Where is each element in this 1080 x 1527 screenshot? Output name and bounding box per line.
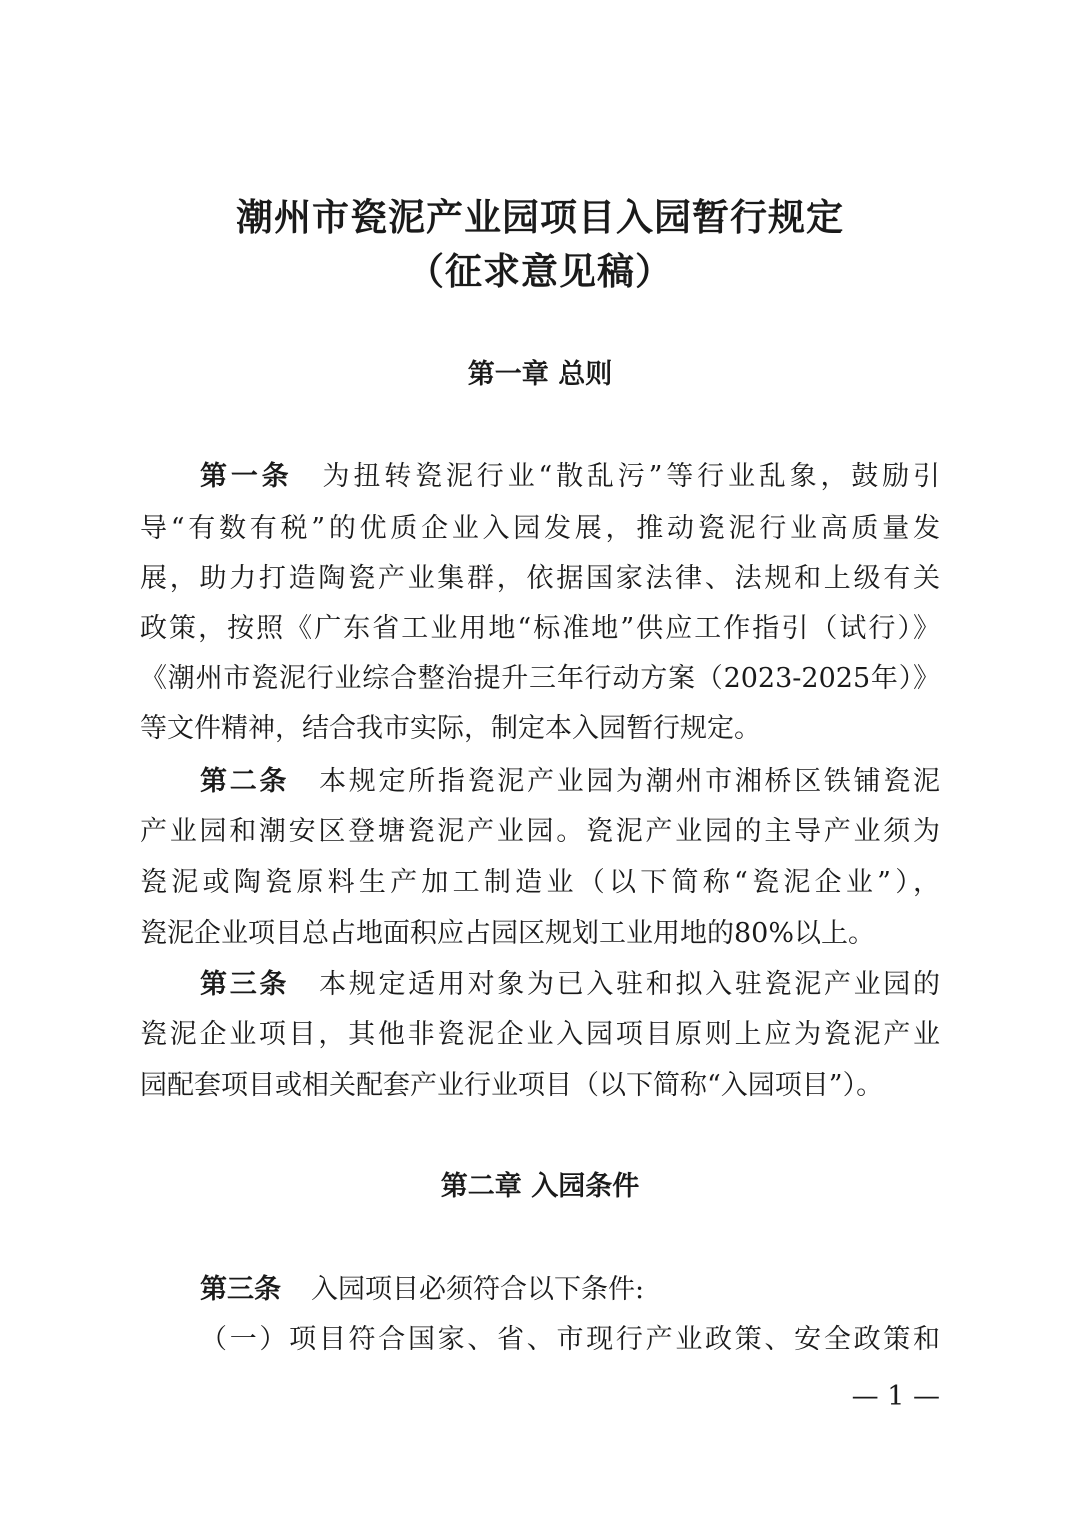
article-label: 第三条 xyxy=(200,969,290,1000)
article-1-line: 导“有数有税”的优质企业入园发展，推动瓷泥行业高质量发 xyxy=(140,513,940,544)
article-3b-line: （一）项目符合国家、省、市现行产业政策、安全政策和 xyxy=(200,1324,940,1355)
article-2-line: 产业园和潮安区登塘瓷泥产业园。瓷泥产业园的主导产业须为 xyxy=(140,816,940,847)
chapter-heading-2: 第二章 入园条件 xyxy=(440,1171,640,1202)
document-subtitle: （征求意见稿） xyxy=(407,250,673,293)
article-1-line: 等文件精神，结合我市实际，制定本入园暂行规定。 xyxy=(140,713,761,744)
article-1-line: 《潮州市瓷泥行业综合整治提升三年行动方案（2023-2025年）》 xyxy=(140,663,940,694)
article-1-line: 展，助力打造陶瓷产业集群，依据国家法律、法规和上级有关 xyxy=(140,563,940,594)
article-3-line: 第三条 本规定适用对象为已入驻和拟入驻瓷泥产业园的 xyxy=(200,969,941,1000)
article-2-line: 第二条 本规定所指瓷泥产业园为潮州市湘桥区铁铺瓷泥 xyxy=(200,766,941,797)
article-label: 第二条 xyxy=(200,766,290,797)
article-label: 第三条 xyxy=(200,1274,281,1305)
chapter-heading-1: 第一章 总则 xyxy=(467,359,613,390)
article-3-line: 瓷泥企业项目，其他非瓷泥企业入园项目原则上应为瓷泥产业 xyxy=(140,1019,940,1050)
article-label: 第一条 xyxy=(200,461,293,492)
article-2-line: 瓷泥或陶瓷原料生产加工制造业（以下简称“瓷泥企业”）， xyxy=(140,867,940,898)
article-3b-line: 第三条 入园项目必须符合以下条件: xyxy=(200,1274,645,1305)
article-2-line: 瓷泥企业项目总占地面积应占园区规划工业用地的80%以上。 xyxy=(140,918,876,949)
page-number: — 1 — xyxy=(851,1381,940,1412)
article-1-line: 政策，按照《广东省工业用地“标准地”供应工作指引（试行）》 xyxy=(140,613,940,644)
article-3-line: 园配套项目或相关配套产业行业项目（以下简称“入园项目”）。 xyxy=(140,1070,884,1101)
document-title: 潮州市瓷泥产业园项目入园暂行规定 xyxy=(236,196,844,239)
article-1-line: 第一条 为扭转瓷泥行业“散乱污”等行业乱象，鼓励引 xyxy=(200,461,940,492)
